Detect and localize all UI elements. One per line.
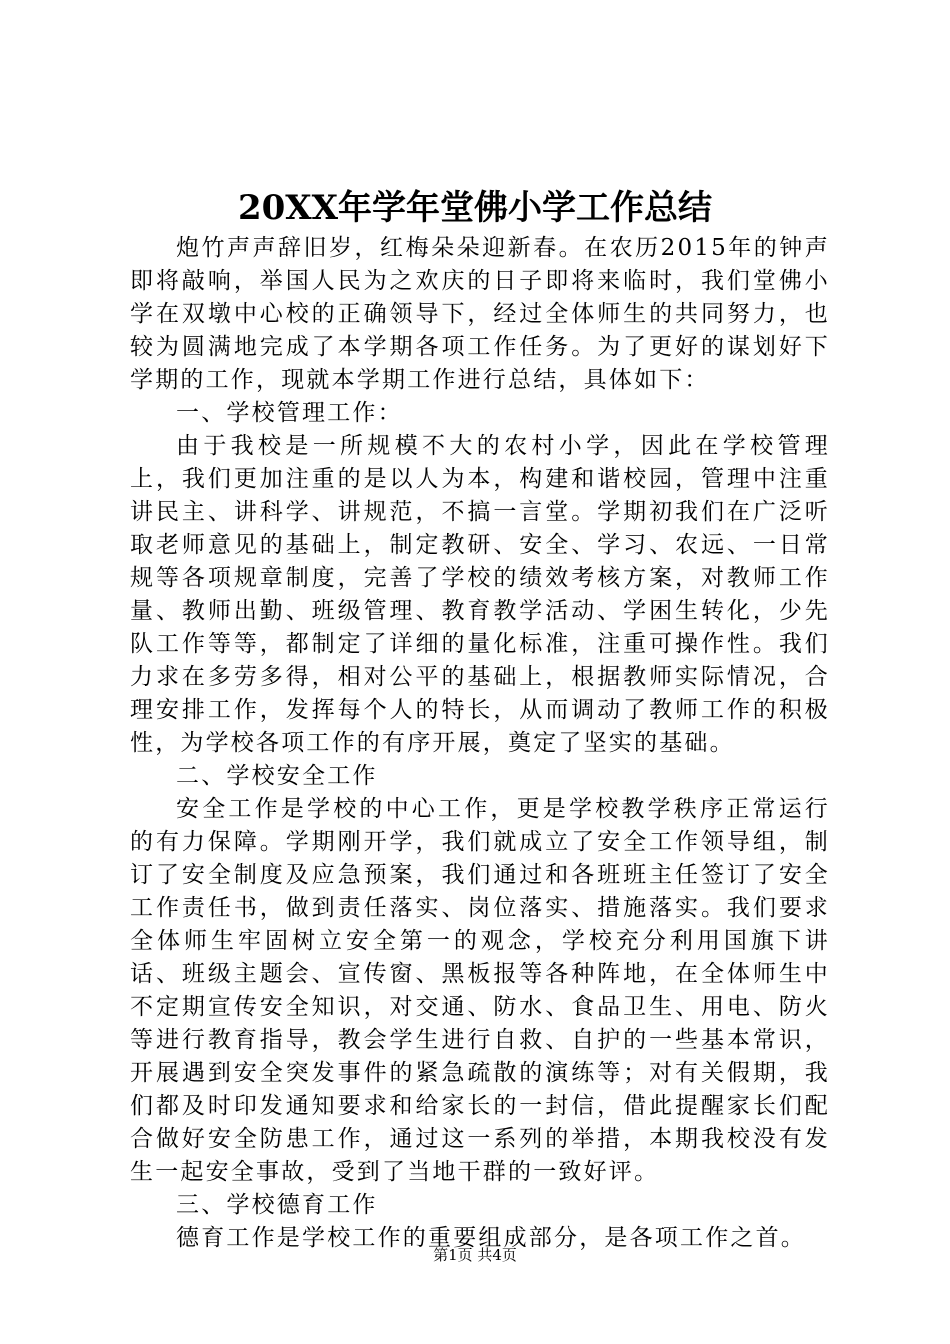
intro-paragraph: 炮竹声声辞旧岁，红梅朵朵迎新春。在农历2015年的钟声即将敲响，举国人民为之欢庆的日子即将来临时，我们堂佛小学在双墩中心校的正确领导下，经过全体师生的共同努力，也较为圆满地完成了本学期各项工作任务。为了更好的谋划好下学期的工作，现就本学期工作进行总结，具体如下： bbox=[130, 235, 830, 393]
safety-paragraph: 安全工作是学校的中心工作，更是学校教学秩序正常运行的有力保障。学期刚开学，我们就成立了安全工作领导组，制订了安全制度及应急预案，我们通过和各班班主任签订了安全工作责任书，做到责任落实、岗位落实、措施落实。我们要求全体师生牢固树立安全第一的观念，学校充分利用国旗下讲话、班级主题会、宣传窗、黑板报等各种阵地，在全体师生中不定期宣传安全知识，对交通、防水、食品卫生、用电、防火等进行教育指导，教会学生进行自救、自护的一些基本常识，开展遇到安全突发事件的紧急疏散的演练等；对有关假期，我们都及时印发通知要求和给家长的一封信，借此提醒家长们配合做好安全防患工作，通过这一系列的举措，本期我校没有发生一起安全事故，受到了当地干群的一致好评。 bbox=[130, 796, 830, 1185]
page-number: 第1页 共4页 bbox=[433, 1246, 517, 1264]
document-title: 20XX年学年堂佛小学工作总结 bbox=[237, 188, 713, 228]
section-heading-moral: 三、学校德育工作 bbox=[176, 1192, 378, 1218]
document-body bbox=[130, 232, 830, 1255]
moral-paragraph: 德育工作是学校工作的重要组成部分，是各项工作之首。 bbox=[176, 1225, 806, 1251]
management-paragraph: 由于我校是一所规模不大的农村小学，因此在学校管理上，我们更加注重的是以人为本，构建和谐校园，管理中注重讲民主、讲科学、讲规范，不搞一言堂。学期初我们在广泛听取老师意见的基础上，制定教研、安全、学习、农远、一日常规等各项规章制度，完善了学校的绩效考核方案，对教师工作量、教师出勤、班级管理、教育教学活动、学困生转化，少先队工作等等，都制定了详细的量化标准，注重可操作性。我们力求在多劳多得，相对公平的基础上，根据教师实际情况，合理安排工作，发挥每个人的特长，从而调动了教师工作的积极性，为学校各项工作的有序开展，奠定了坚实的基础。 bbox=[130, 433, 830, 756]
section-heading-management: 一、学校管理工作： bbox=[176, 400, 403, 426]
section-heading-safety: 二、学校安全工作 bbox=[176, 763, 378, 789]
